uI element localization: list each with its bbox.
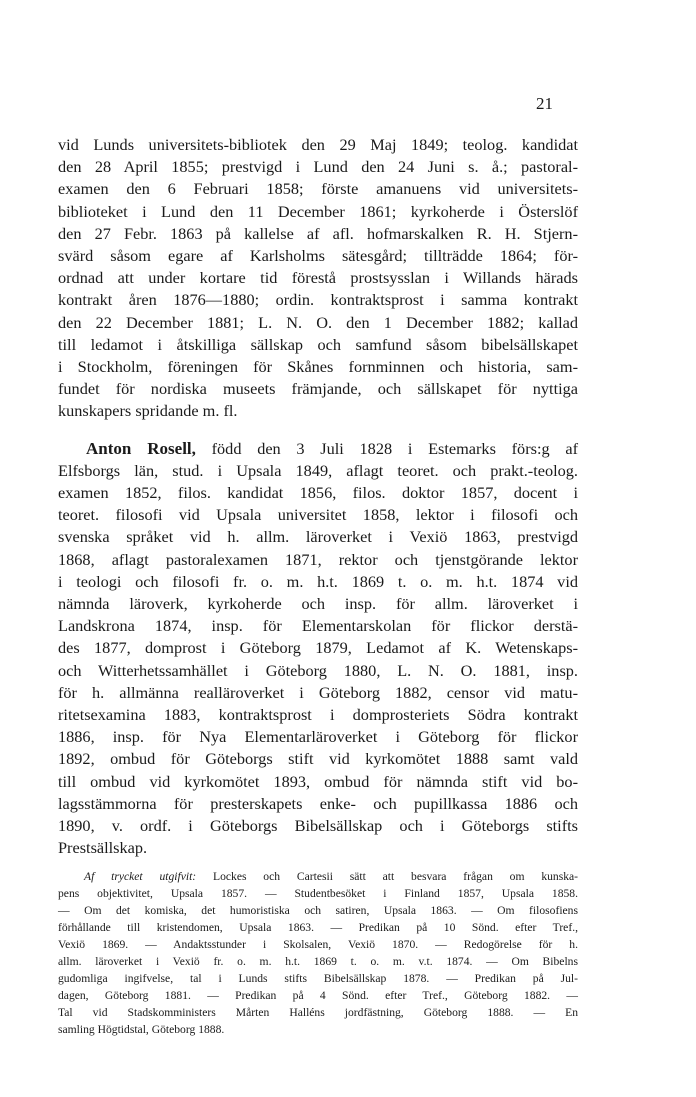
text-line: kontrakt åren 1876—1880; ordin. kontraktsprost i samma kontrakt (58, 290, 578, 310)
text-line: den 22 December 1881; L. N. O. den 1 December 1882; kallad (58, 312, 578, 332)
publications-first-line-text: Lockes och Cartesii sätt att besvara frågan om kunska- (213, 869, 579, 883)
text-line: vid Lunds universitets-bibliotek den 29 Maj 1849; teolog. kandidat (58, 135, 578, 154)
publication-line: Vexiö 1869. — Andaktsstunder i Skolsalen, Vexiö 1870. — Redogörelse för h. (58, 937, 578, 951)
text-line: lagsstämmorna för presterskapets enke- och pupillkassa 1886 och (58, 793, 578, 813)
text-line: svärd såsom egare af Karlsholms sätesgård; tillträdde 1864; för- (58, 246, 578, 266)
text-line: och Witterhetssamhället i Göteborg 1880, L. N. O. 1881, insp. (58, 660, 578, 680)
text-line: den 28 April 1855; prestvigd i Lund den 24 Juni s. å.; pastoral- (58, 157, 578, 177)
page-number: 21 (536, 94, 553, 113)
text-line: biblioteket i Lund den 11 December 1861; kyrkoherde i Österslöf (58, 201, 578, 221)
text-line: 1892, ombud för Göteborgs stift vid kyrkomötet 1888 samt vald (58, 749, 578, 769)
text-line: i Stockholm, föreningen för Skånes fornminnen och historia, sam- (58, 357, 578, 377)
text-line: nämnda läroverk, kyrkoherde och insp. för allm. läroverket i (58, 594, 578, 614)
text-line: till ombud vid kyrkomötet 1893, ombud för nämnda stift vid bo- (58, 771, 578, 791)
text-line: 1886, insp. för Nya Elementarläroverket i Göteborg för flickor (58, 727, 578, 747)
text-line: Elfsborgs län, stud. i Upsala 1849, aflagt teoret. och prakt.-teolog. (58, 460, 578, 480)
text-line: för h. allmänna realläroverket i Göteborg 1882, censor vid matu- (58, 682, 578, 702)
text-line: teoret. filosofi vid Upsala universitet 1858, lektor i filosofi och (58, 505, 578, 525)
text-line: 1868, aflagt pastoralexamen 1871, rektor och tjenstgörande lektor (58, 549, 578, 569)
text-line: till ledamot i åtskilliga sällskap och samfund såsom bibelsällskapet (58, 334, 578, 354)
publication-line: — Om det komiska, det humoristiska och satiren, Upsala 1863. — Om filosofiens (58, 903, 578, 917)
publication-line: dagen, Göteborg 1881. — Predikan på 4 Sönd. efter Tref., Göteborg 1882. — (58, 988, 578, 1002)
entry-first-line (58, 438, 578, 460)
publication-line: samling Högtidstal, Göteborg 1888. (58, 1022, 225, 1036)
text-line: Landskrona 1874, insp. för Elementarskolan för flickor derstä- (58, 616, 578, 636)
text-line: kunskapers spridande m. fl. (58, 401, 238, 421)
publication-line: gudomliga ingifvelse, tal i Lunds stifts Bibelsällskap 1878. — Predikan på Jul- (58, 971, 578, 985)
biography-entry (58, 438, 578, 860)
publication-line: förhållande till kristendomen, Upsala 1863. — Predikan på 10 Sönd. efter Tref., (58, 920, 578, 934)
entry-first-line-text: född den 3 Juli 1828 i Estemarks förs:g af (211, 438, 578, 458)
text-line: 1890, v. ordf. i Göteborgs Bibelsällskap och i Göteborgs stifts (58, 816, 578, 836)
person-name: Anton Rosell, (86, 438, 196, 458)
publication-line: Tal vid Stadskomministers Mårten Halléns jordfästning, Göteborg 1888. — En (58, 1005, 578, 1019)
text-line: den 27 Febr. 1863 på kallelse af afl. hofmarskalken R. H. Stjern- (58, 223, 578, 243)
text-line: ritetsexamina 1883, kontraktsprost i domprosteriets Södra kontrakt (58, 705, 578, 725)
paragraph-continued (58, 134, 578, 423)
publications-list (58, 868, 578, 1038)
text-line: fundet för nordiska museets främjande, och sällskapet för nyttiga (58, 379, 578, 399)
text-block (58, 134, 578, 1038)
publications-first-line (58, 868, 578, 885)
text-line: examen den 6 Februari 1858; förste amanuens vid universitets- (58, 179, 578, 199)
text-line: examen 1852, filos. kandidat 1856, filos. doktor 1857, docent i (58, 483, 578, 503)
text-line: Prestsällskap. (58, 838, 148, 858)
publication-line: pens objektivitet, Upsala 1857. — Studentbesöket i Finland 1857, Upsala 1858. (58, 886, 578, 900)
text-line: svenska språket vid h. allm. läroverket i Vexiö 1863, prestvigd (58, 527, 578, 547)
publications-heading: Af trycket utgifvit: (84, 869, 197, 883)
publication-line: allm. läroverket i Vexiö fr. o. m. h.t. 1869 t. o. m. v.t. 1874. — Om Bibelns (58, 954, 578, 968)
paragraph-gap (58, 423, 578, 438)
text-line: des 1877, domprost i Göteborg 1879, Ledamot af K. Wetenskaps- (58, 638, 578, 658)
text-line: i teologi och filosofi fr. o. m. h.t. 1869 t. o. m. h.t. 1874 vid (58, 571, 578, 591)
text-line: ordnad att under kortare tid förestå prostsysslan i Willands härads (58, 268, 578, 288)
